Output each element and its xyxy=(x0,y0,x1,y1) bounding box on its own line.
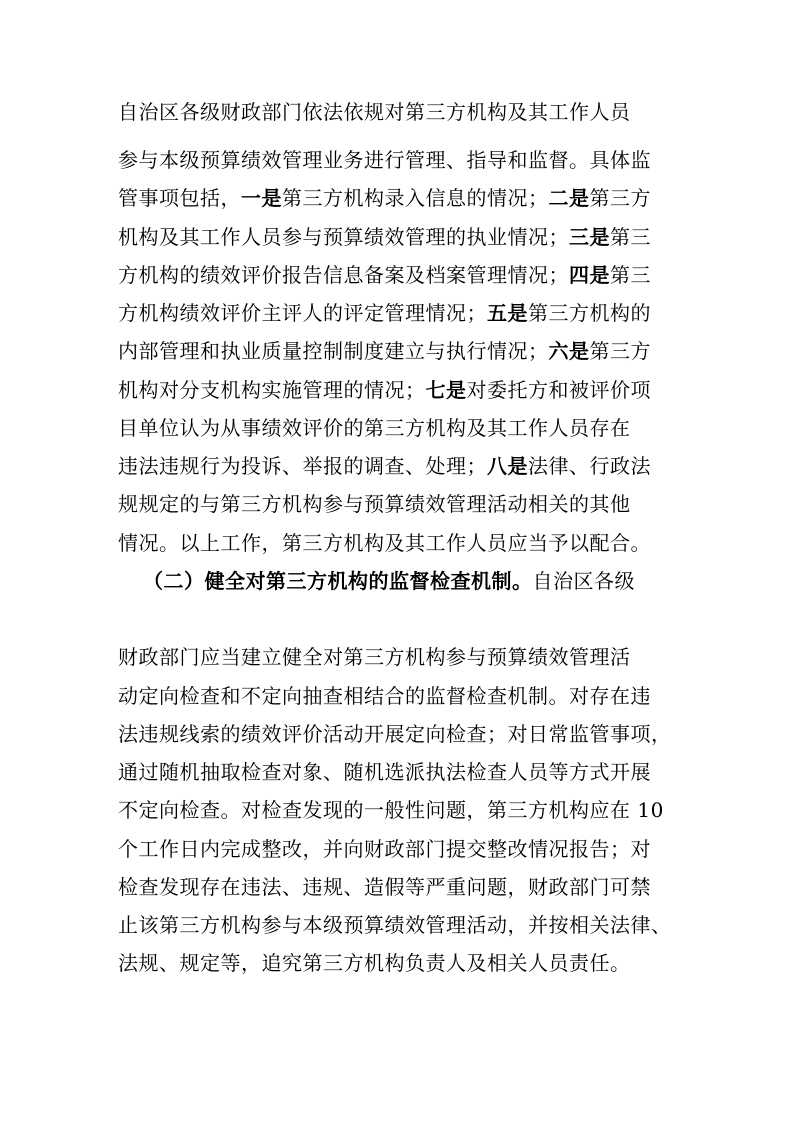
paragraph-1-line-2: 参与本级预算绩效管理业务进行管理、指导和监督。具体监 xyxy=(118,148,651,172)
paragraph-1-line-1: 自治区各级财政部门依法依规对第三方机构及其工作人员 xyxy=(118,100,631,124)
item-marker-8: 八是 xyxy=(487,454,528,478)
paragraph-2-line-3: 动定向检查和不定向抽查相结合的监督检查机制。对存在违 xyxy=(118,684,651,708)
paragraph-1-line-8: 机构对分支机构实施管理的情况；七是对委托方和被评价项 xyxy=(118,378,651,402)
item-marker-4: 四是 xyxy=(569,263,610,287)
item-marker-6: 六是 xyxy=(548,339,590,363)
paragraph-1-line-4: 机构及其工作人员参与预算绩效管理的执业情况；三是第三 xyxy=(118,225,651,249)
paragraph-1-line-11: 规规定的与第三方机构参与预算绩效管理活动相关的其他 xyxy=(118,492,631,516)
item-marker-7: 七是 xyxy=(425,378,467,402)
paragraph-2-line-5: 通过随机抽取检查对象、随机选派执法检查人员等方式开展 xyxy=(118,760,651,784)
section-heading: （二）健全对第三方机构的监督检查机制。 xyxy=(143,569,533,593)
paragraph-1-line-12: 情况。以上工作，第三方机构及其工作人员应当予以配合。 xyxy=(118,531,651,555)
paragraph-2-line-6: 不定向检查。对检查发现的一般性问题，第三方机构应在 10 xyxy=(118,798,664,822)
paragraph-2-line-8: 检查发现存在违法、违规、造假等严重问题，财政部门可禁 xyxy=(118,875,651,899)
paragraph-2-line-9: 止该第三方机构参与本级预算绩效管理活动，并按相关法律、 xyxy=(118,913,672,937)
paragraph-2-line-1: （二）健全对第三方机构的监督检查机制。自治区各级 xyxy=(143,569,635,593)
paragraph-1-line-6: 方机构绩效评价主评人的评定管理情况；五是第三方机构的 xyxy=(118,301,651,325)
paragraph-2-line-10: 法规、规定等，追究第三方机构负责人及相关人员责任。 xyxy=(118,951,631,975)
paragraph-1-line-7: 内部管理和执业质量控制制度建立与执行情况；六是第三方 xyxy=(118,339,651,363)
item-marker-5: 五是 xyxy=(487,301,528,325)
paragraph-1-line-9: 目单位认为从事绩效评价的第三方机构及其工作人员存在 xyxy=(118,416,631,440)
paragraph-1-line-10: 违法违规行为投诉、举报的调查、处理；八是法律、行政法 xyxy=(118,454,651,478)
item-marker-2: 二是 xyxy=(548,186,590,210)
item-marker-3: 三是 xyxy=(569,225,610,249)
paragraph-1-line-3: 管事项包括，一是第三方机构录入信息的情况；二是第三方 xyxy=(118,186,651,210)
item-marker-1: 一是 xyxy=(241,186,282,210)
paragraph-2-line-7: 个工作日内完成整改，并向财政部门提交整改情况报告；对 xyxy=(118,837,651,861)
paragraph-2-line-2: 财政部门应当建立健全对第三方机构参与预算绩效管理活 xyxy=(118,645,631,669)
paragraph-1-line-5: 方机构的绩效评价报告信息备案及档案管理情况；四是第三 xyxy=(118,263,651,287)
paragraph-2-line-4: 法违规线索的绩效评价活动开展定向检查；对日常监管事项， xyxy=(118,722,672,746)
